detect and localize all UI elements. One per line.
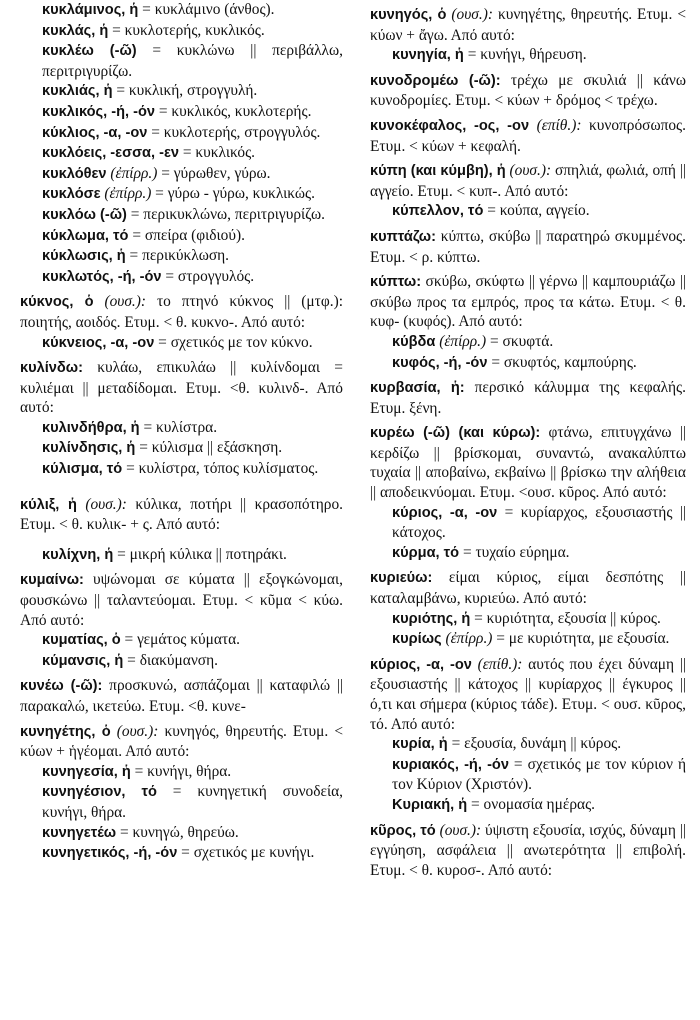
part-of-speech: (επίθ.): xyxy=(529,116,582,134)
headword: κυνηγετέω xyxy=(42,824,117,841)
headword: κυριακός, -ή, -όν xyxy=(392,756,509,773)
definition: = γεμάτος κύματα. xyxy=(120,631,240,649)
dictionary-subentry xyxy=(18,651,343,672)
definition: ύψιστη εξουσία, ισχύς, δύναμη || εγγύηση, ασφάλεια || ανωτερότητα || επιβολή. Ετυμ. < θ. κυροσ-. Από αυτό: xyxy=(370,821,686,879)
dictionary-entry xyxy=(18,495,343,535)
definition: = διακύμανση. xyxy=(123,651,218,669)
headword: κυφός, -ή, -όν xyxy=(392,354,488,371)
headword: κυνοδρομέω (-ῶ): xyxy=(370,72,501,89)
definition: = μικρή κύλικα || ποτηράκι. xyxy=(113,545,287,563)
dictionary-subentry xyxy=(368,45,686,66)
dictionary-subentry xyxy=(18,630,343,651)
definition: = κυκλική, στρογγυλή. xyxy=(112,82,258,100)
dictionary-subentry xyxy=(18,418,343,439)
dictionary-subentry xyxy=(368,332,686,353)
headword: κυνέω (-ῶ): xyxy=(20,678,103,695)
dictionary-subentry xyxy=(368,353,686,374)
dictionary-subentry xyxy=(368,795,686,816)
dictionary-subentry xyxy=(18,843,343,864)
headword: κυνηγέτης, ὁ xyxy=(20,723,111,740)
right-column xyxy=(368,0,686,880)
definition: είμαι κύριος, είμαι δεσπότης || καταλαμβάνω, κυριεύω. Από αυτό: xyxy=(370,569,686,608)
headword: κύκλωμα, τό xyxy=(42,227,129,244)
headword: κυκλάμινος, ἡ xyxy=(42,2,139,18)
dictionary-entry xyxy=(18,676,343,716)
headword: κύβδα xyxy=(392,333,436,350)
part-of-speech: (επίθ.): xyxy=(471,655,523,673)
headword: κύκνειος, -α, -ον xyxy=(42,334,155,351)
part-of-speech: (ουσ.): xyxy=(435,821,482,839)
dictionary-subentry xyxy=(18,184,343,205)
headword: κυκλόθεν xyxy=(42,165,107,182)
part-of-speech: (ἐπίρρ.) xyxy=(106,164,158,182)
definition: = κυνήγι, θήρα. xyxy=(130,762,232,780)
definition: = κυκλώνω || περιβάλλω, περιτριγυρίζω. xyxy=(42,42,343,80)
dictionary-subentry xyxy=(18,762,343,783)
headword: κυπτάζω: xyxy=(370,228,436,245)
dictionary-subentry xyxy=(18,81,343,102)
headword: κυκλόεις, -εσσα, -εν xyxy=(42,145,180,162)
definition: = κυνηγώ, θηρεύω. xyxy=(116,823,239,841)
headword: κύπη (και κύμβη), ἡ xyxy=(370,163,506,180)
headword: κυνηγία, ἡ xyxy=(392,47,464,64)
definition: = κυλίστρα. xyxy=(139,418,218,436)
headword: Κυριακή, ἡ xyxy=(392,796,468,813)
dictionary-subentry xyxy=(18,0,343,21)
dictionary-subentry xyxy=(18,226,343,247)
dictionary-subentry xyxy=(18,333,343,354)
definition: = κύλισμα || εξάσκηση. xyxy=(135,439,283,457)
dictionary-entry xyxy=(368,378,686,418)
definition: = σκυφτά. xyxy=(486,332,554,350)
definition: κύλικα, ποτήρι || κρασοπότηρο. Ετυμ. < θ. κυλικ- + ς. Από αυτό: xyxy=(20,495,344,534)
headword: κυνοκέφαλος, -ος, -ον xyxy=(370,117,530,134)
dictionary-subentry xyxy=(18,459,343,480)
headword: κυριεύω: xyxy=(370,570,433,587)
definition: = κυκλάμινο (άνθος). xyxy=(138,1,275,18)
dictionary-subentry xyxy=(368,543,686,564)
headword: κυλίχνη, ἡ xyxy=(42,546,114,563)
dictionary-entry xyxy=(368,161,686,201)
headword: κύκνος, ὁ xyxy=(20,294,94,311)
dictionary-entry xyxy=(368,227,686,267)
definition: = γύρωθεν, γύρω. xyxy=(157,164,271,182)
definition: = κυνηγετική συνοδεία, κυνήγι, θήρα. xyxy=(42,783,344,821)
dictionary-entry xyxy=(368,655,686,734)
dictionary-subentry xyxy=(368,609,686,630)
dictionary-entry xyxy=(368,116,686,156)
dictionary-subentry xyxy=(368,755,686,795)
dictionary-subentry xyxy=(368,629,686,650)
headword: κυρβασία, ἡ: xyxy=(370,380,465,397)
definition: = περικυκλώνω, περιτριγυρίζω. xyxy=(126,205,325,223)
dictionary-entry xyxy=(18,358,343,418)
headword: κυκλόσε xyxy=(42,186,101,203)
definition: = ονομασία ημέρας. xyxy=(467,795,596,813)
definition: = σχετικός με τον κύκνο. xyxy=(154,333,313,351)
dictionary-subentry xyxy=(368,201,686,222)
dictionary-subentry xyxy=(18,246,343,267)
headword: κυκλικός, -ή, -όν xyxy=(42,103,155,120)
definition: = κυρίαρχος, εξουσιαστής || κάτοχος. xyxy=(392,503,686,542)
definition: αυτός που έχει δύναμη || εξουσιαστής || κάτοχος || κυρίαρχος || έγκυρος || ό,τι και σήμερα (κύριος τάδε). Ετυμ. < ουσ. κῦρος, τό. Από αυτό: xyxy=(370,655,686,733)
headword: κυματίας, ὁ xyxy=(42,632,121,649)
part-of-speech: (ουσ.): xyxy=(505,162,552,180)
headword: κύριος, -α, -ον xyxy=(392,504,498,521)
headword: κῦρος, τό xyxy=(370,822,436,839)
dictionary-subentry xyxy=(18,545,343,566)
headword: κύκλιος, -α, -ον xyxy=(42,124,148,141)
headword: κύπτω: xyxy=(370,274,422,291)
definition: υψώνομαι σε κύματα || εξογκώνομαι, φουσκώνω || ταλαντεύομαι. Ετυμ. < κῦμα < κύω. Από αυτό: xyxy=(20,571,343,629)
definition: = με κυριότητα, με εξουσία. xyxy=(492,630,670,648)
dictionary-subentry xyxy=(18,823,343,844)
headword: κυκλιάς, ἡ xyxy=(42,83,113,100)
dictionary-subentry xyxy=(18,205,343,226)
definition: = εξουσία, δυνάμη || κύρος. xyxy=(447,735,622,753)
headword: κύλισμα, τό xyxy=(42,461,123,478)
definition: = τυχαίο εύρημα. xyxy=(459,543,570,561)
definition: = σχετικός με κυνήγι. xyxy=(177,844,315,862)
headword: κυλίνδω: xyxy=(20,360,83,377)
definition: περσικό κάλυμμα της κεφαλής. Ετυμ. ξένη. xyxy=(370,379,687,417)
dictionary-subentry xyxy=(18,41,343,81)
headword: κυνηγός, ὁ xyxy=(370,7,447,23)
dictionary-entry xyxy=(368,821,686,881)
definition: = κυκλικός. xyxy=(179,144,256,162)
headword: κυριότης, ἡ xyxy=(392,610,471,627)
part-of-speech: (ουσ.): xyxy=(76,495,127,513)
headword: κύπελλον, τό xyxy=(392,203,484,220)
dictionary-subentry xyxy=(18,21,343,42)
dictionary-subentry xyxy=(18,143,343,164)
definition: = περικύκλωση. xyxy=(125,247,230,265)
definition: προσκυνώ, ασπάζομαι || καταφιλώ || παρακαλώ, ικετεύω. Ετυμ. <θ. κυνε- xyxy=(20,677,344,715)
part-of-speech: (ουσ.): xyxy=(93,293,147,311)
headword: κυλίνδησις, ἡ xyxy=(42,440,136,457)
dictionary-subentry xyxy=(18,438,343,459)
dictionary-entry xyxy=(368,71,686,111)
definition: σκύβω, σκύφτω || γέρνω || καμπουριάζω || σκύβω προς τα εμπρός, προς τα κάτω. Ετυμ. < θ. κυφ- (κυφός). Από αυτό: xyxy=(370,273,686,331)
dictionary-subentry xyxy=(368,503,686,543)
dictionary-subentry xyxy=(18,164,343,185)
part-of-speech: (ἐπίρρ.) xyxy=(441,630,493,648)
headword: κυλινδήθρα, ἡ xyxy=(42,419,140,436)
definition: = κυκλικός, κυκλοτερής. xyxy=(154,102,312,120)
dictionary-entry xyxy=(18,292,343,332)
definition: = κούπα, αγγείο. xyxy=(483,202,590,220)
definition: = κυκλοτερής, στρογγυλός. xyxy=(147,123,321,141)
definition: τρέχω με σκυλιά || κάνω κυνοδρομίες. Ετυμ. < κύων + δρόμος < τρέχω. xyxy=(370,71,686,110)
definition: = κυκλοτερής, κυκλικός. xyxy=(108,21,265,39)
definition: φτάνω, επιτυγχάνω || κερδίζω || βρίσκομαι, συναντώ, ανακαλύπτω τυχαία || αποβαίνω, εκβαίνω || βρίσκω την αλήθεια || αποδεικνύομαι. Ετυμ. <ουσ. κῦρος. Από αυτό: xyxy=(370,424,686,502)
headword: κυρέω (-ῶ) (και κύρω): xyxy=(370,425,541,442)
definition: κυλάω, επικυλάω || κυλίνδομαι = κυλιέμαι || μεταδίδομαι. Ετυμ. <θ. κυλινδ-. Από αυτό: xyxy=(20,359,343,417)
dictionary-subentry xyxy=(18,267,343,288)
left-column xyxy=(18,0,343,864)
dictionary-entry xyxy=(18,722,343,762)
headword: κύμανσις, ἡ xyxy=(42,652,124,669)
part-of-speech: (ἐπίρρ.) xyxy=(435,332,487,350)
definition: κυνηγέτης, θηρευτής. Ετυμ. < κύων + ἄγω. Από αυτό: xyxy=(370,6,687,44)
definition: το πτηνό κύκνος || (μτφ.): ποιητής, αοιδός. Ετυμ. < θ. κυκνο-. Από αυτό: xyxy=(20,293,344,331)
dictionary-subentry xyxy=(18,102,343,123)
dictionary-entry xyxy=(368,423,686,502)
definition: κύπτω, σκύβω || παρατηρώ σκυμμένος. Ετυμ. < ρ. κύπτω. xyxy=(370,227,686,266)
definition: = κυνήγι, θήρευση. xyxy=(463,46,587,64)
dictionary-subentry xyxy=(18,782,343,822)
part-of-speech: (ουσ.): xyxy=(446,6,493,23)
dictionary-entry xyxy=(368,272,686,332)
definition: = στρογγυλός. xyxy=(161,267,255,285)
dictionary-entry xyxy=(368,5,686,45)
headword: κυκλόω (-ῶ) xyxy=(42,206,127,223)
definition: = γύρω - γύρω, κυκλικώς. xyxy=(151,185,315,203)
definition: = κυριότητα, εξουσία || κύρος. xyxy=(470,609,661,627)
definition: = σπείρα (φιδιού). xyxy=(128,226,245,244)
definition: κυνοπρόσωπος. Ετυμ. < κύων + κεφαλή. xyxy=(370,116,686,155)
headword: κυκλωτός, -ή, -όν xyxy=(42,268,162,285)
dictionary-entry xyxy=(368,568,686,608)
headword: κυρία, ἡ xyxy=(392,736,448,753)
headword: κυνηγετικός, -ή, -όν xyxy=(42,845,178,862)
headword: κυρίως xyxy=(392,631,442,648)
spacer xyxy=(18,535,343,545)
headword: κύριος, -α, -ον xyxy=(370,656,472,673)
headword: κυνηγέσιον, τό xyxy=(42,784,157,801)
definition: = σχετικός με τον κύριον ή τον Κύριον (Χριστόν). xyxy=(392,755,687,794)
dictionary-entry xyxy=(18,570,343,630)
headword: κυκλέω (-ῶ) xyxy=(42,43,137,60)
headword: κύκλωσις, ἡ xyxy=(42,248,126,265)
dictionary-subentry xyxy=(18,123,343,144)
part-of-speech: (ουσ.): xyxy=(110,722,159,740)
dictionary-subentry xyxy=(368,734,686,755)
definition: = κυλίστρα, τόπος κυλίσματος. xyxy=(122,460,319,478)
spacer xyxy=(18,480,343,490)
headword: κυνηγεσία, ἡ xyxy=(42,763,131,780)
definition: κυνηγός, θηρευτής. Ετυμ. < κύων + ἡγέομαι. Από αυτό: xyxy=(20,722,344,761)
headword: κύλιξ, ἡ xyxy=(20,496,77,513)
definition: = σκυφτός, καμπούρης. xyxy=(487,353,637,371)
definition: σπηλιά, φωλιά, οπή || αγγείο. Ετυμ. < κυπ-. Από αυτό: xyxy=(370,162,686,200)
headword: κυμαίνω: xyxy=(20,572,84,589)
headword: κύρμα, τό xyxy=(392,544,460,561)
headword: κυκλάς, ἡ xyxy=(42,22,109,39)
part-of-speech: (ἐπίρρ.) xyxy=(100,185,152,203)
